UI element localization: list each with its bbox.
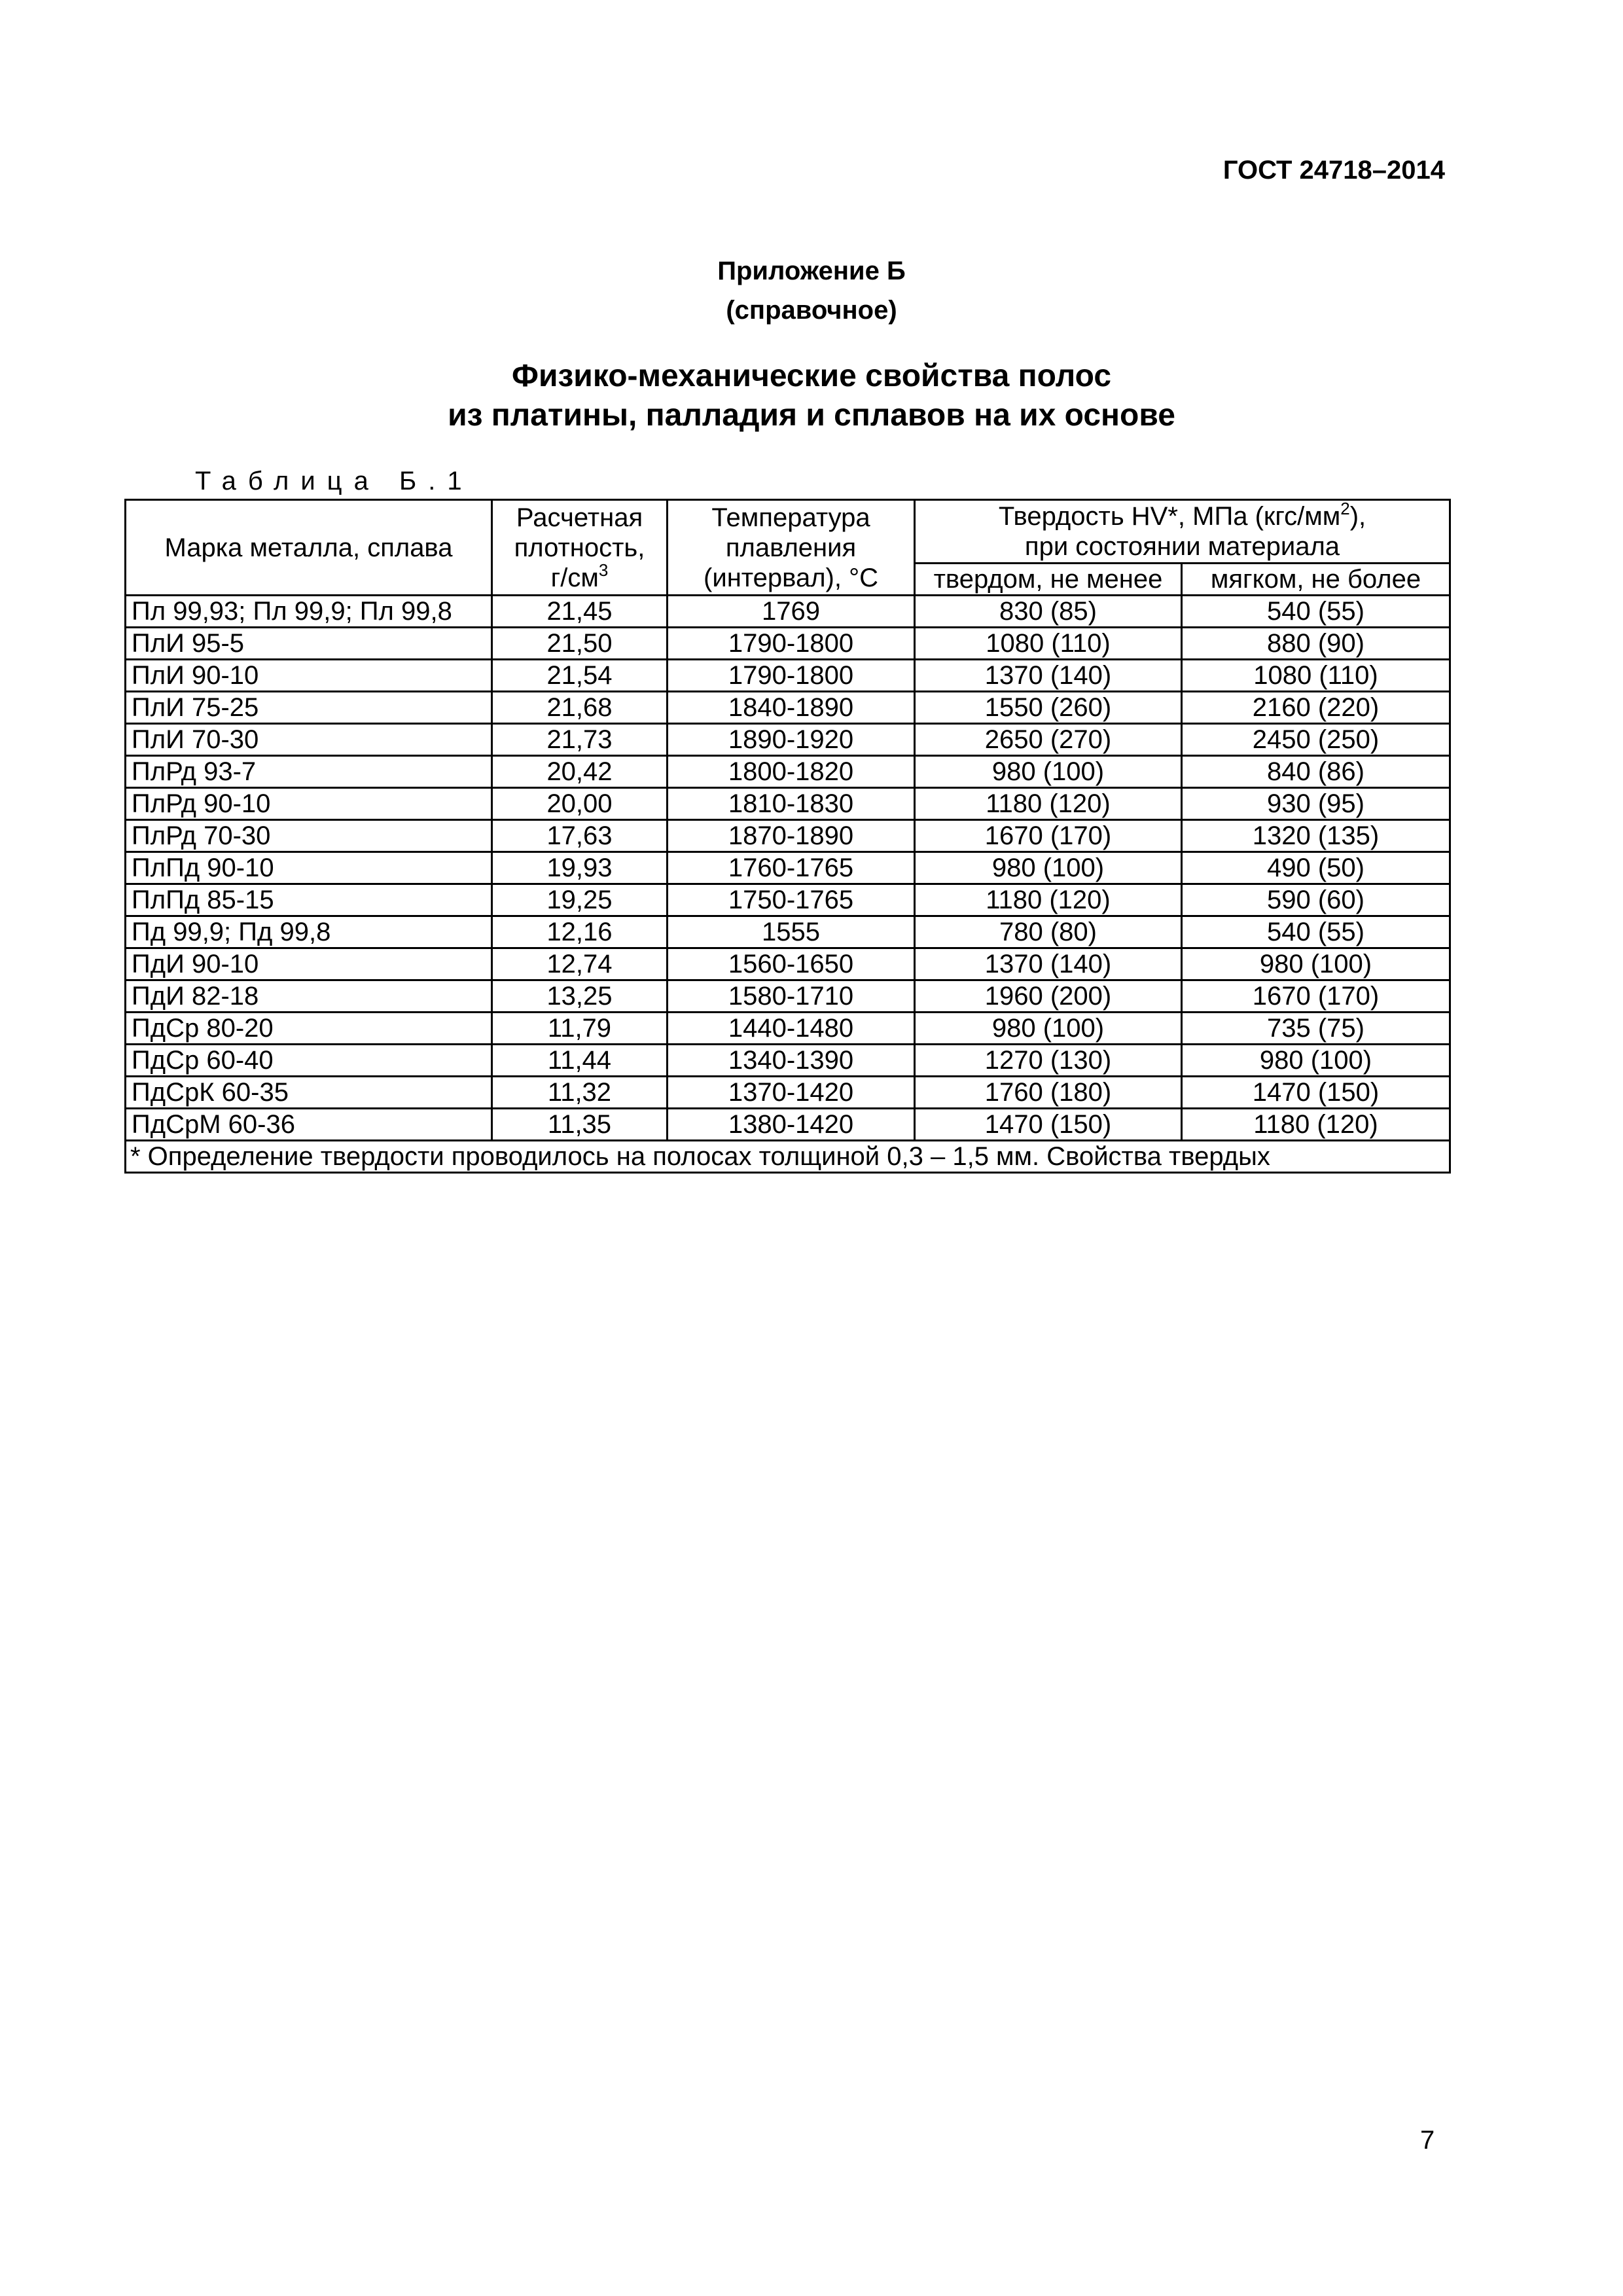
header-hardness-line-2: при состоянии материала <box>1024 532 1340 561</box>
cell-grade: ПдИ 82-18 <box>126 980 492 1013</box>
cell-grade: ПлИ 90-10 <box>126 660 492 692</box>
cell-melting: 1555 <box>668 916 915 948</box>
page-title <box>0 357 1623 435</box>
cell-hardness-soft: 840 (86) <box>1182 756 1450 788</box>
cell-hardness-hard: 980 (100) <box>915 1013 1182 1045</box>
table-header-row <box>126 500 1450 564</box>
cell-hardness-soft: 1320 (135) <box>1182 820 1450 852</box>
header-hardness-sup: 2 <box>1340 499 1350 518</box>
cell-grade: ПдСр 80-20 <box>126 1013 492 1045</box>
cell-density: 12,16 <box>492 916 668 948</box>
header-melting-line-1: Температура <box>711 503 870 532</box>
table-row <box>126 820 1450 852</box>
cell-hardness-hard: 780 (80) <box>915 916 1182 948</box>
table-footnote: * Определение твердости проводилось на полосах толщиной 0,3 – 1,5 мм. Свойства твердых <box>126 1141 1450 1173</box>
cell-hardness-soft: 2160 (220) <box>1182 692 1450 724</box>
cell-hardness-soft: 540 (55) <box>1182 596 1450 628</box>
header-density-unit-line <box>497 560 662 593</box>
cell-hardness-hard: 1180 (120) <box>915 884 1182 916</box>
appendix-kind: (справочное) <box>726 296 897 325</box>
header-density-sup: 3 <box>598 560 609 580</box>
page-number: 7 <box>1420 2126 1435 2155</box>
cell-hardness-soft: 1080 (110) <box>1182 660 1450 692</box>
cell-hardness-soft: 490 (50) <box>1182 852 1450 884</box>
cell-density: 13,25 <box>492 980 668 1013</box>
cell-hardness-hard: 1270 (130) <box>915 1045 1182 1077</box>
cell-density: 11,35 <box>492 1109 668 1141</box>
cell-hardness-hard: 1180 (120) <box>915 788 1182 820</box>
cell-grade: ПлПд 90-10 <box>126 852 492 884</box>
cell-melting: 1560-1650 <box>668 948 915 980</box>
cell-hardness-hard: 1760 (180) <box>915 1077 1182 1109</box>
title-line-2: из платины, палладия и сплавов на их основе <box>448 398 1175 433</box>
cell-hardness-hard: 1670 (170) <box>915 820 1182 852</box>
header-hardness <box>915 500 1450 564</box>
cell-grade: ПлИ 70-30 <box>126 724 492 756</box>
table-row <box>126 596 1450 628</box>
cell-grade: ПлРд 70-30 <box>126 820 492 852</box>
cell-hardness-hard: 1470 (150) <box>915 1109 1182 1141</box>
cell-density: 21,50 <box>492 628 668 660</box>
cell-hardness-hard: 980 (100) <box>915 852 1182 884</box>
header-grade: Марка металла, сплава <box>126 500 492 596</box>
table-caption: Таблица Б.1 <box>195 467 474 495</box>
cell-grade: ПлРд 93-7 <box>126 756 492 788</box>
cell-grade: Пл 99,93; Пл 99,9; Пл 99,8 <box>126 596 492 628</box>
table-row <box>126 628 1450 660</box>
header-density <box>492 500 668 596</box>
table-row <box>126 852 1450 884</box>
cell-density: 19,93 <box>492 852 668 884</box>
cell-density: 20,00 <box>492 788 668 820</box>
table-row <box>126 724 1450 756</box>
cell-density: 21,45 <box>492 596 668 628</box>
cell-melting: 1790-1800 <box>668 660 915 692</box>
cell-grade: ПдСрМ 60-36 <box>126 1109 492 1141</box>
cell-hardness-soft: 980 (100) <box>1182 948 1450 980</box>
cell-density: 21,73 <box>492 724 668 756</box>
header-melting-line-3: (интервал), °С <box>704 563 878 592</box>
cell-hardness-soft: 2450 (250) <box>1182 724 1450 756</box>
cell-hardness-hard: 1080 (110) <box>915 628 1182 660</box>
cell-density: 11,79 <box>492 1013 668 1045</box>
cell-density: 11,44 <box>492 1045 668 1077</box>
cell-grade: ПлРд 90-10 <box>126 788 492 820</box>
cell-melting: 1760-1765 <box>668 852 915 884</box>
cell-grade: ПлИ 75-25 <box>126 692 492 724</box>
cell-hardness-hard: 980 (100) <box>915 756 1182 788</box>
cell-melting: 1790-1800 <box>668 628 915 660</box>
header-density-unit: г/см <box>550 563 599 592</box>
footnote-row <box>126 1141 1450 1173</box>
table-row <box>126 884 1450 916</box>
cell-hardness-hard: 1960 (200) <box>915 980 1182 1013</box>
appendix-label: Приложение Б <box>717 257 906 285</box>
cell-hardness-hard: 2650 (270) <box>915 724 1182 756</box>
cell-melting: 1890-1920 <box>668 724 915 756</box>
cell-density: 17,63 <box>492 820 668 852</box>
table-row <box>126 1013 1450 1045</box>
cell-melting: 1840-1890 <box>668 692 915 724</box>
cell-hardness-soft: 540 (55) <box>1182 916 1450 948</box>
cell-hardness-soft: 930 (95) <box>1182 788 1450 820</box>
cell-hardness-soft: 590 (60) <box>1182 884 1450 916</box>
cell-melting: 1380-1420 <box>668 1109 915 1141</box>
cell-grade: ПлИ 95-5 <box>126 628 492 660</box>
header-soft-state: мягком, не более <box>1182 564 1450 596</box>
header-melting <box>668 500 915 596</box>
header-density-line-1: Расчетная <box>516 503 643 532</box>
cell-hardness-soft: 1470 (150) <box>1182 1077 1450 1109</box>
cell-melting: 1810-1830 <box>668 788 915 820</box>
header-hardness-text-b: ), <box>1349 502 1366 531</box>
cell-hardness-hard: 830 (85) <box>915 596 1182 628</box>
table-row <box>126 916 1450 948</box>
cell-density: 12,74 <box>492 948 668 980</box>
cell-grade: ПдИ 90-10 <box>126 948 492 980</box>
table-row <box>126 756 1450 788</box>
cell-hardness-hard: 1370 (140) <box>915 948 1182 980</box>
cell-melting: 1440-1480 <box>668 1013 915 1045</box>
cell-grade: ПдСрК 60-35 <box>126 1077 492 1109</box>
cell-hardness-soft: 980 (100) <box>1182 1045 1450 1077</box>
cell-hardness-soft: 880 (90) <box>1182 628 1450 660</box>
cell-density: 20,42 <box>492 756 668 788</box>
table-row <box>126 1045 1450 1077</box>
cell-melting: 1370-1420 <box>668 1077 915 1109</box>
table-body <box>126 596 1450 1141</box>
cell-grade: Пд 99,9; Пд 99,8 <box>126 916 492 948</box>
table-row <box>126 692 1450 724</box>
table-row <box>126 980 1450 1013</box>
header-density-line-2: плотность, <box>514 533 645 562</box>
cell-density: 21,68 <box>492 692 668 724</box>
cell-hardness-soft: 1670 (170) <box>1182 980 1450 1013</box>
cell-hardness-hard: 1370 (140) <box>915 660 1182 692</box>
table-row <box>126 948 1450 980</box>
title-line-1: Физико-механические свойства полос <box>511 359 1112 393</box>
cell-grade: ПдСр 60-40 <box>126 1045 492 1077</box>
cell-density: 11,32 <box>492 1077 668 1109</box>
cell-melting: 1870-1890 <box>668 820 915 852</box>
header-hardness-text-a: Твердость HV*, МПа (кгс/мм <box>998 502 1341 531</box>
cell-grade: ПлПд 85-15 <box>126 884 492 916</box>
cell-melting: 1800-1820 <box>668 756 915 788</box>
cell-hardness-soft: 1180 (120) <box>1182 1109 1450 1141</box>
cell-melting: 1750-1765 <box>668 884 915 916</box>
cell-hardness-soft: 735 (75) <box>1182 1013 1450 1045</box>
table-row <box>126 660 1450 692</box>
cell-hardness-hard: 1550 (260) <box>915 692 1182 724</box>
header-melting-line-2: плавления <box>725 533 857 562</box>
table-row <box>126 788 1450 820</box>
cell-melting: 1340-1390 <box>668 1045 915 1077</box>
cell-density: 19,25 <box>492 884 668 916</box>
table-row <box>126 1109 1450 1141</box>
document-code: ГОСТ 24718–2014 <box>1222 156 1445 185</box>
header-hard-state: твердом, не менее <box>915 564 1182 596</box>
header-hardness-line-1 <box>919 501 1445 531</box>
table-row <box>126 1077 1450 1109</box>
cell-density: 21,54 <box>492 660 668 692</box>
appendix-heading <box>0 251 1623 330</box>
cell-melting: 1769 <box>668 596 915 628</box>
cell-melting: 1580-1710 <box>668 980 915 1013</box>
properties-table <box>124 499 1451 1174</box>
